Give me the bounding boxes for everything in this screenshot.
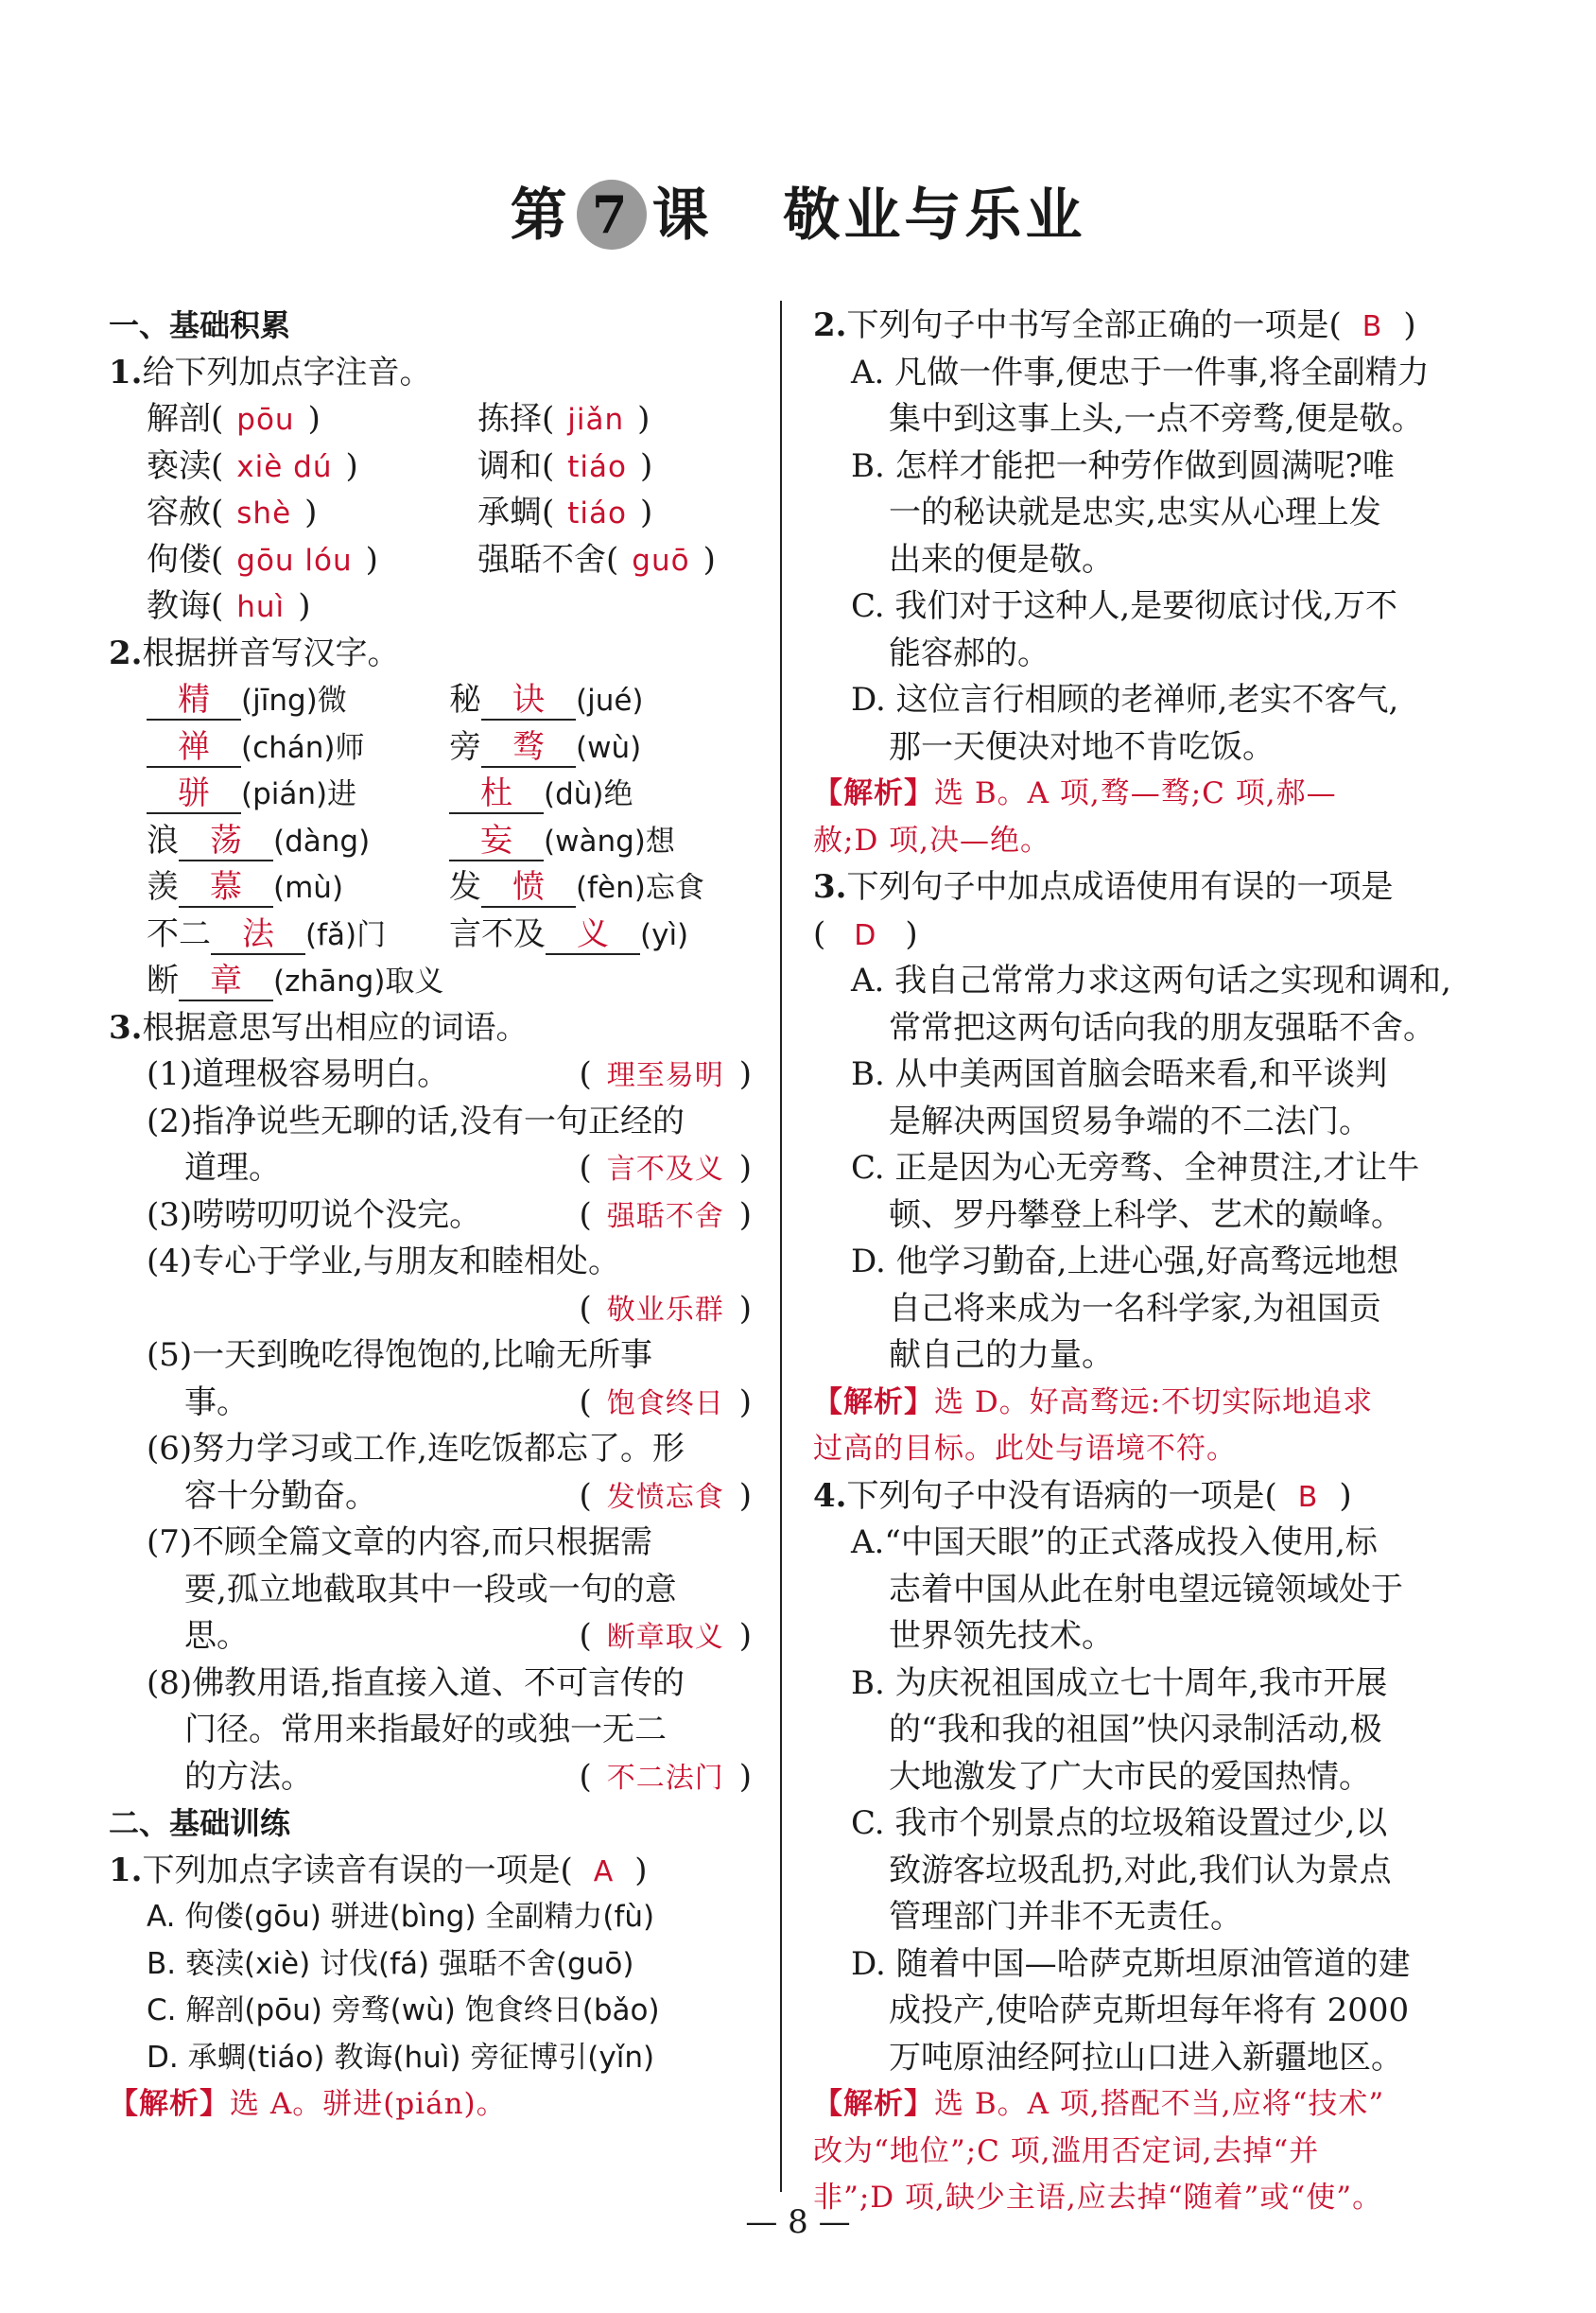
character-answer-grid (109, 677, 752, 1005)
idiom-answer: 断章取义 (606, 1621, 724, 1654)
option-line: C. 我市个别景点的垃圾箱设置过少,以 (851, 1804, 1388, 1842)
paren: ( (579, 1289, 592, 1328)
option-line: 大地激发了广大市民的爱国热情。 (889, 1757, 1371, 1796)
prefix: 言不及 (449, 914, 546, 953)
pinyin-hint: (jué) (576, 684, 644, 718)
meaning-line (109, 1567, 752, 1614)
char-item (449, 771, 771, 819)
char-item (147, 912, 449, 960)
lesson-title (0, 170, 1596, 255)
section-heading: 二、基础训练 (109, 1805, 291, 1841)
option-line: 集中到这事上头,一点不旁骛,便是敬。 (889, 400, 1424, 438)
char-item (147, 864, 449, 913)
meaning-text: (6)努力学习或工作,连吃饭都忘了。形 (147, 1430, 685, 1468)
char-item (449, 864, 771, 913)
pinyin-hint: (fǎ)门 (305, 917, 387, 952)
paren: ) (1403, 306, 1416, 344)
paren: ) (905, 914, 918, 953)
answer-slot (579, 1380, 752, 1428)
idiom-answer: 不二法门 (606, 1761, 724, 1795)
explanation: 非”;D 项,缺少主语,应去掉“随着”或“使”。 (813, 2181, 1383, 2215)
explanation (813, 771, 1475, 818)
title-suffix: 课 (651, 183, 713, 249)
pinyin-hint: (dù)绝 (544, 777, 633, 811)
lesson-name: 敬业与乐业 (783, 183, 1086, 249)
q-text: 下列加点字读音有误的一项是( (142, 1851, 573, 1889)
meaning-line (109, 1052, 752, 1099)
char-answer: 愤 (481, 868, 576, 908)
word: 强聒不舍( (477, 540, 619, 579)
pinyin-hint: (dàng) (273, 824, 371, 859)
char-answer: 慕 (179, 868, 273, 908)
answer-slot (579, 1192, 752, 1241)
option-line: 顿、罗丹攀登上科学、艺术的巅峰。 (889, 1195, 1403, 1234)
pinyin-answer: guō (632, 543, 690, 578)
char-item (147, 958, 449, 1006)
char-answer: 荡 (179, 822, 273, 861)
paren: ) (738, 1383, 752, 1421)
char-item (147, 724, 449, 773)
pinyin-answer-grid (109, 396, 752, 631)
question-2 (109, 631, 752, 678)
meaning-line (109, 1380, 752, 1427)
meaning-line (109, 1473, 752, 1521)
option-line: 万吨原油经阿拉山口进入新疆地区。 (889, 2038, 1403, 2077)
paren: ) (738, 1617, 752, 1655)
option-line: 管理部门并非不无责任。 (889, 1898, 1242, 1936)
option-line: B. 为庆祝祖国成立七十周年,我市开展 (851, 1663, 1388, 1702)
option-line: D. 他学习勤奋,上进心强,好高骛远地想 (851, 1243, 1399, 1280)
paren: ) (703, 540, 716, 579)
pinyin-hint: (zhāng)取义 (273, 965, 444, 999)
explanation-label: 【解析】 (109, 2087, 230, 2121)
word: 调和( (477, 446, 555, 485)
char-answer: 精 (147, 681, 241, 721)
option-line: D. 这位言行相顾的老禅师,老实不客气, (851, 681, 1399, 719)
option-line: 常常把这两句话向我的朋友强聒不舍。 (889, 1008, 1435, 1047)
pinyin-hint: (wàng)想 (544, 824, 675, 859)
char-answer: 骛 (481, 728, 576, 768)
paren: ) (365, 540, 378, 579)
answer-slot (579, 1145, 752, 1193)
option-line: 一的秘诀就是忠实,忠实从心理上发 (889, 494, 1381, 531)
explanation-label: 【解析】 (813, 776, 934, 810)
meaning-text: (4)专心于学业,与朋友和睦相处。 (147, 1243, 620, 1280)
idiom-answer: 强聒不舍 (606, 1199, 724, 1233)
paren: ) (1339, 1476, 1352, 1515)
word: 解剖( (147, 400, 224, 438)
meaning-text: (3)唠唠叨叨说个没完。 (147, 1195, 482, 1234)
q-text: 下列句子中加点成语使用有误的一项是 (846, 868, 1394, 906)
q-text: 根据拼音写汉字。 (142, 634, 400, 672)
option-line: A. 我自己常常力求这两句话之实现和调和, (851, 962, 1451, 1000)
exercise-4 (813, 1473, 1475, 1521)
idiom-answer-list (109, 1052, 752, 1800)
prefix: 羡 (147, 868, 179, 906)
meaning-line (109, 1332, 752, 1380)
answer: D (854, 918, 877, 952)
paren: ) (738, 1055, 752, 1093)
lesson-number-badge: 7 (577, 180, 647, 250)
paren: ) (637, 400, 651, 438)
exercise-2-options (813, 350, 1475, 772)
char-answer: 义 (546, 915, 640, 955)
paren: ( (579, 1055, 592, 1093)
meaning-text: 思。 (184, 1617, 249, 1655)
meaning-line (109, 1426, 752, 1473)
q-num: 1. (109, 353, 143, 391)
meaning-line (109, 1707, 752, 1754)
answer-slot (579, 1754, 752, 1802)
option-line: A. 佝偻(gōu) 骈进(bìng) 全副精力(fù) (147, 1900, 655, 1934)
meaning-text: 门径。常用来指最好的或独一无二 (184, 1711, 667, 1748)
char-item (449, 724, 771, 773)
char-answer: 杜 (449, 774, 544, 814)
paren: ( (579, 1476, 592, 1515)
word: 容赦( (147, 494, 224, 531)
paren: ( (579, 1383, 592, 1421)
exercise-1 (109, 1848, 752, 1895)
option-line: A. 凡做一件事,便忠于一件事,将全副精力 (851, 353, 1430, 391)
option-line: 志着中国从此在射电望远镜领域处于 (889, 1570, 1403, 1609)
q-text: 给下列加点字注音。 (142, 353, 432, 391)
paren: ) (345, 446, 358, 485)
char-item (449, 912, 771, 960)
pinyin-hint: (pián)进 (241, 777, 357, 811)
explanation: 过高的目标。此处与语境不符。 (813, 1432, 1237, 1466)
explanation: 赦;D 项,决—绝。 (813, 823, 1051, 858)
left-column (109, 303, 752, 2129)
pinyin-answer: shè (236, 496, 292, 530)
q-num: 1. (109, 1851, 143, 1889)
grid-row (109, 818, 752, 865)
pinyin-hint: (fèn)忘食 (576, 871, 704, 905)
meaning-text: (7)不顾全篇文章的内容,而只根据需 (147, 1523, 652, 1561)
paren: ) (738, 1757, 752, 1796)
answer-slot (579, 1473, 752, 1522)
grid-row (109, 912, 752, 959)
question-1 (109, 350, 752, 397)
pinyin-item (147, 537, 477, 585)
paren: ) (640, 494, 653, 531)
char-answer: 妄 (449, 822, 544, 861)
option-line: 成投产,使哈萨克斯坦每年将有 2000 (889, 1991, 1410, 2029)
exercise-3 (813, 864, 1475, 912)
word: 承蜩( (477, 494, 555, 531)
char-answer: 禅 (147, 728, 241, 768)
meaning-line (109, 1613, 752, 1661)
option-line: C. 解剖(pōu) 旁骛(wù) 饱食终日(bǎo) (147, 1993, 660, 2027)
meaning-line (109, 1286, 752, 1333)
meaning-text: (8)佛教用语,指直接入道、不可言传的 (147, 1663, 685, 1702)
q-num: 2. (109, 634, 143, 672)
option-line: 是解决两国贸易争端的不二法门。 (889, 1102, 1371, 1140)
option-line: C. 正是因为心无旁骛、全神贯注,才让牛 (851, 1149, 1420, 1187)
pinyin-hint: (wù) (576, 730, 642, 765)
idiom-answer: 敬业乐群 (606, 1293, 724, 1327)
q-num: 2. (813, 306, 847, 344)
char-item (147, 818, 449, 866)
meaning-text: (5)一天到晚吃得饱饱的,比喻无所事 (147, 1336, 652, 1374)
meaning-text: 的方法。 (184, 1757, 313, 1796)
explanation (109, 2081, 752, 2129)
option-line: D. 承蜩(tiáo) 教诲(huì) 旁征博引(yǐn) (147, 2040, 655, 2075)
q-num: 4. (813, 1476, 847, 1515)
meaning-line (109, 1099, 752, 1146)
paren: ) (738, 1195, 752, 1234)
word: 教诲( (147, 587, 224, 625)
explanation (813, 2081, 1475, 2129)
exercise-4-options (813, 1520, 1475, 2081)
option-line: C. 我们对于这种人,是要彻底讨伐,万不 (851, 587, 1398, 625)
grid-row (109, 490, 752, 537)
pinyin-item (147, 490, 477, 538)
paren: ) (304, 494, 318, 531)
pinyin-hint: (jīng)微 (241, 684, 347, 718)
pinyin-item (147, 583, 477, 632)
pinyin-item (477, 490, 789, 538)
paren: ) (634, 1851, 648, 1889)
column-divider (780, 301, 782, 2192)
char-item (449, 677, 771, 725)
prefix: 断 (147, 962, 179, 1000)
grid-row (109, 724, 752, 772)
explanation-text: 选 D。好高骛远:不切实际地追求 (934, 1384, 1374, 1419)
grid-row (109, 771, 752, 818)
q-num: 3. (109, 1008, 143, 1047)
answer-slot (579, 1613, 752, 1661)
prefix: 发 (449, 868, 481, 906)
meaning-line (109, 1239, 752, 1286)
meaning-text: 容十分勤奋。 (184, 1476, 377, 1515)
char-answer: 法 (211, 915, 305, 955)
title-prefix: 第 (510, 183, 571, 249)
answer-slot (579, 1052, 752, 1100)
prefix: 不二 (147, 914, 211, 953)
pinyin-item (147, 396, 477, 444)
grid-row (109, 443, 752, 491)
word: 佝偻( (147, 540, 224, 579)
idiom-answer: 理至易明 (606, 1059, 724, 1092)
paren: ( (579, 1757, 592, 1796)
explanation-text: 选 B。A 项,搭配不当,应将“技术” (934, 2087, 1385, 2121)
pinyin-item (147, 443, 477, 492)
paren: ) (640, 446, 653, 485)
explanation-text: 选 A。骈进(pián)。 (230, 2087, 507, 2121)
meaning-line (109, 1520, 752, 1567)
paren: ) (307, 400, 321, 438)
pinyin-hint: (chán)师 (241, 730, 365, 765)
explanation: 改为“地位”;C 项,滥用否定词,去掉“并 (813, 2133, 1320, 2168)
option-line: A.“中国天眼”的正式落成投入使用,标 (851, 1523, 1378, 1561)
meaning-text: (1)道理极容易明白。 (147, 1055, 450, 1093)
paren: ( (813, 914, 826, 953)
pinyin-answer: xiè dú (236, 449, 333, 484)
option-line: B. 从中美两国首脑会晤来看,和平谈判 (851, 1055, 1388, 1093)
exercise-3-answer (813, 912, 1475, 959)
option-line: 献自己的力量。 (889, 1336, 1114, 1374)
explanation (813, 1380, 1475, 1427)
pinyin-item (477, 396, 789, 444)
pinyin-item (477, 537, 789, 585)
answer: B (1362, 310, 1383, 343)
exercise-2 (813, 303, 1475, 350)
option-line: 能容郝的。 (889, 634, 1050, 672)
idiom-answer: 言不及义 (606, 1153, 724, 1186)
explanation-label: 【解析】 (813, 2087, 934, 2121)
word: 亵渎( (147, 446, 224, 485)
explanation-text: 选 B。A 项,骛—骛;C 项,郝— (934, 776, 1337, 810)
paren: ) (298, 587, 311, 625)
meaning-text: 事。 (184, 1383, 249, 1421)
char-answer: 骈 (147, 774, 241, 814)
word: 拣择( (477, 400, 555, 438)
right-column (813, 303, 1475, 2222)
exercise-3-options (813, 958, 1475, 1380)
grid-row (109, 677, 752, 724)
paren: ( (579, 1149, 592, 1187)
option-line: B. 亵渎(xiè) 讨伐(fá) 强聒不舍(guō) (147, 1946, 634, 1981)
explanation-label: 【解析】 (813, 1384, 934, 1419)
section-heading: 一、基础积累 (109, 307, 291, 343)
option-line: 自己将来成为一名科学家,为祖国贡 (889, 1289, 1381, 1328)
char-item (147, 771, 449, 819)
meaning-line (109, 1145, 752, 1192)
pinyin-hint: (mù) (273, 871, 344, 905)
meaning-line (109, 1192, 752, 1240)
meaning-line (109, 1661, 752, 1708)
grid-row (109, 864, 752, 912)
answer-slot (579, 1286, 752, 1334)
option-line: 世界领先技术。 (889, 1617, 1114, 1655)
char-answer: 章 (179, 962, 273, 1001)
meaning-text: (2)指净说些无聊的话,没有一句正经的 (147, 1102, 685, 1140)
q-text: 根据意思写出相应的词语。 (142, 1008, 529, 1047)
pinyin-answer: tiáo (567, 496, 627, 530)
paren: ) (738, 1149, 752, 1187)
option-line: 出来的便是敬。 (889, 540, 1114, 579)
pinyin-answer: tiáo (567, 449, 627, 484)
idiom-answer: 发愤忘食 (606, 1480, 724, 1514)
page-number: — 8 — (745, 2203, 851, 2241)
grid-row (109, 583, 752, 631)
pinyin-answer: huì (236, 590, 286, 624)
char-answer: 诀 (481, 681, 576, 721)
pinyin-answer: pōu (236, 403, 295, 437)
answer: A (593, 1854, 615, 1888)
char-item (449, 818, 771, 866)
question-3 (109, 1005, 752, 1052)
prefix: 秘 (449, 681, 481, 719)
option-line: 的“我和我的祖国”快闪录制活动,极 (889, 1711, 1382, 1748)
paren: ( (579, 1617, 592, 1655)
pinyin-item (477, 443, 789, 492)
prefix: 旁 (449, 727, 481, 766)
prefix: 浪 (147, 821, 179, 860)
option-line: D. 随着中国—哈萨克斯坦原油管道的建 (851, 1944, 1411, 1983)
meaning-line (109, 1754, 752, 1801)
grid-row (109, 537, 752, 584)
pinyin-answer: jiǎn (567, 403, 625, 437)
q-num: 3. (813, 868, 847, 906)
pinyin-hint: (yì) (640, 917, 689, 952)
paren: ) (738, 1289, 752, 1328)
paren: ) (738, 1476, 752, 1515)
q-text: 下列句子中没有语病的一项是( (846, 1476, 1277, 1515)
meaning-text: 要,孤立地截取其中一段或一句的意 (184, 1570, 677, 1609)
grid-row (109, 958, 752, 1005)
grid-row (109, 396, 752, 443)
option-line: 那一天便决对地不肯吃饭。 (889, 727, 1275, 766)
option-line: 致游客垃圾乱扔,对此,我们认为景点 (889, 1851, 1392, 1889)
answer: B (1297, 1480, 1319, 1514)
char-item (147, 677, 449, 725)
pinyin-answer: gōu lóu (236, 543, 353, 578)
paren: ( (579, 1195, 592, 1234)
option-line: B. 怎样才能把一种劳作做到圆满呢?唯 (851, 446, 1395, 485)
q-text: 下列句子中书写全部正确的一项是( (846, 306, 1342, 344)
idiom-answer: 饱食终日 (606, 1386, 724, 1420)
meaning-text: 道理。 (184, 1149, 281, 1187)
